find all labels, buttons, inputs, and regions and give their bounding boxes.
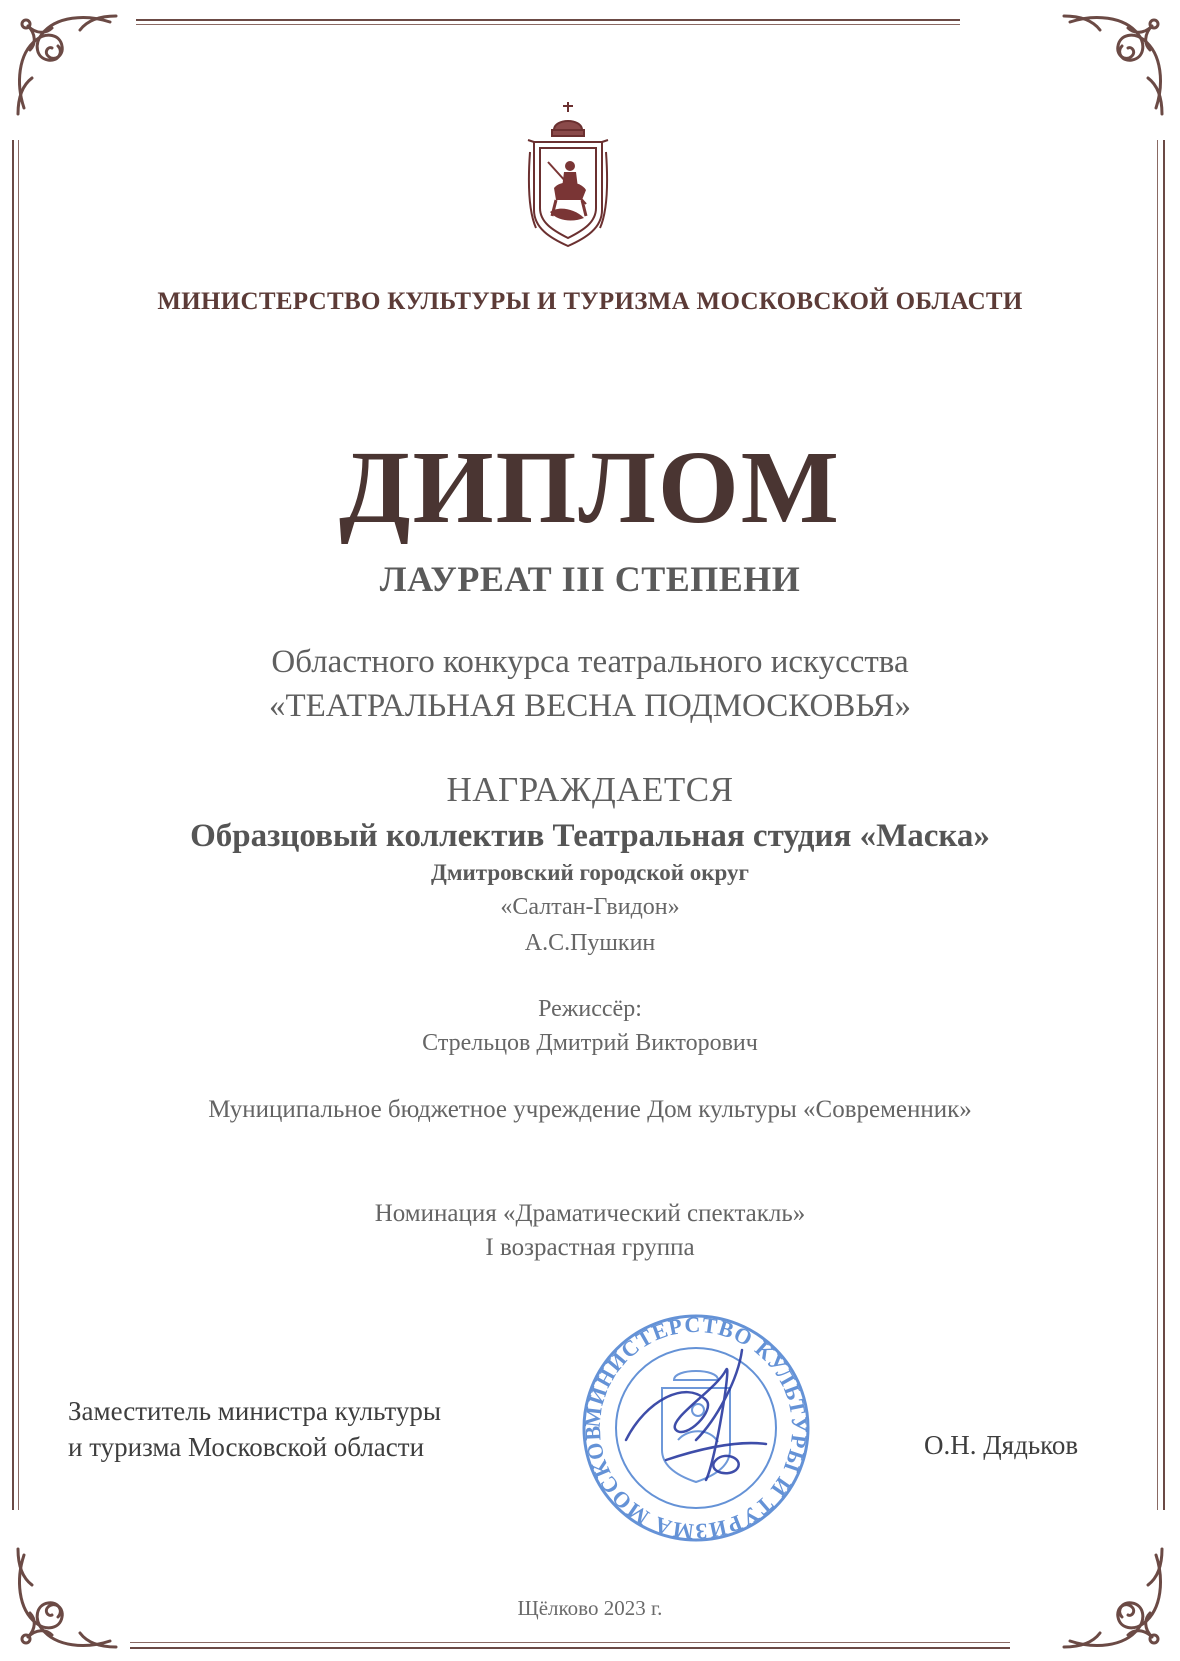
frame-bottom-line [130,1647,1010,1649]
age-group: I возрастная группа [485,1234,695,1261]
awarded-label: НАГРАЖДАЕТСЯ [446,770,734,809]
recipient-team: Образцовый коллектив Театральная студия «Маска» [190,818,990,854]
signer-position-line1: Заместитель министра культуры [68,1396,441,1426]
contest-name-line1: Областного конкурса театрального искусства [271,644,909,680]
frame-top-line-inner [136,24,960,25]
diploma-title: ДИПЛОМ [339,430,841,545]
place-and-date: Щёлково 2023 г. [517,1596,663,1620]
laureate-degree: ЛАУРЕАТ III СТЕПЕНИ [379,559,801,599]
play-title: «Салтан-Гвидон» [500,894,680,920]
signer-position-line2: и туризма Московской области [68,1432,425,1462]
director-label: Режиссёр: [538,996,642,1022]
coat-of-arms-emblem-icon [526,100,610,248]
official-stamp [566,1310,826,1546]
play-author: А.С.Пушкин [524,930,656,956]
recipient-district: Дмитровский городской округ [431,860,749,885]
corner-ornament-top-right [1054,4,1174,124]
corner-ornament-top-left [6,4,126,124]
ministry-header: МИНИСТЕРСТВО КУЛЬТУРЫ И ТУРИЗМА МОСКОВСКОЙ ОБЛАСТИ [157,288,1023,315]
signer-name: О.Н. Дядьков [924,1430,1079,1460]
director-name: Стрельцов Дмитрий Викторович [422,1030,758,1056]
nomination: Номинация «Драматический спектакль» [374,1200,806,1227]
institution-name: Муниципальное бюджетное учреждение Дом культуры «Современник» [208,1096,972,1123]
stamp-text: МИНИСТЕРСТВО КУЛЬТУРЫ И ТУРИЗМА МОСКОВ [579,1311,813,1545]
frame-top-line [136,19,960,21]
signer-position [68,1393,441,1465]
contest-name-line2: «ТЕАТРАЛЬНАЯ ВЕСНА ПОДМОСКОВЬЯ» [268,688,912,724]
frame-bottom-line-inner [130,1642,1010,1643]
